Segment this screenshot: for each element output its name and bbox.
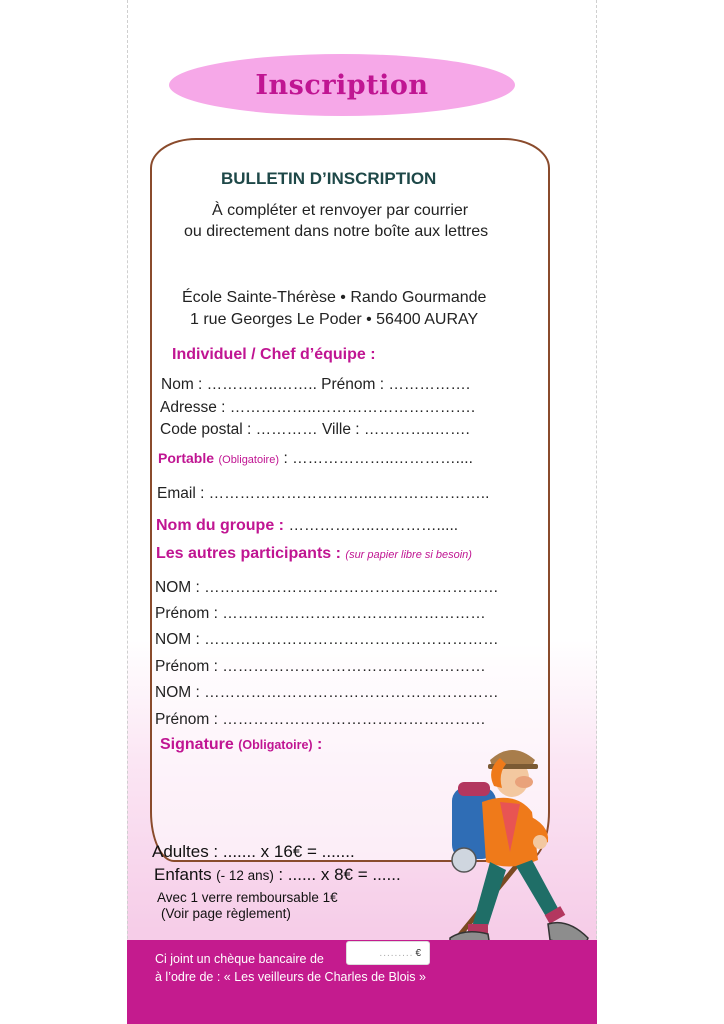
enfants-label: Enfants (154, 865, 212, 884)
participant-nom-2[interactable]: NOM : ………………………………………………… (155, 631, 499, 648)
title-banner (169, 54, 515, 116)
hiker-illustration (420, 742, 600, 968)
nom-groupe-row[interactable] (156, 518, 458, 534)
instructions-line-2: ou directement dans notre boîte aux lettres (184, 223, 489, 240)
email-field[interactable]: Email : …………………………..………………….. (157, 485, 490, 502)
cheque-currency: € (415, 947, 421, 959)
instructions-line-1: À compléter et renvoyer par courrier (212, 202, 469, 219)
enfants-note: (- 12 ans) (216, 868, 274, 883)
enfants-calc: : ...... x 8€ = ...... (278, 865, 401, 884)
participant-prenom-3[interactable]: Prénom : …………………………………………… (155, 711, 486, 728)
nom-prenom-field[interactable]: Nom : …………..…….. Prénom : ……………. (161, 376, 471, 393)
participant-prenom-2[interactable]: Prénom : …………………………………………… (155, 658, 486, 675)
participant-nom-1[interactable]: NOM : ………………………………………………… (155, 579, 499, 596)
portable-row[interactable] (158, 451, 473, 467)
address-line-1: École Sainte-Thérèse • Rando Gourmande (182, 289, 487, 306)
autres-heading: Les autres participants : (156, 545, 341, 562)
individuel-heading: Individuel / Chef d’équipe : (172, 346, 376, 363)
portable-label: Portable (158, 450, 215, 466)
nom-groupe-label: Nom du groupe : (156, 517, 284, 534)
verre-note: Avec 1 verre remboursable 1€ (157, 890, 338, 905)
address-line-2: 1 rue Georges Le Poder • 56400 AURAY (190, 311, 479, 328)
signature-row[interactable] (160, 737, 322, 753)
cheque-line: Ci joint un chèque bancaire de (155, 952, 324, 966)
adresse-field[interactable]: Adresse : ……………..…………………………. (160, 399, 476, 416)
participant-prenom-1[interactable]: Prénom : …………………………………………… (155, 605, 486, 622)
cheque-amount-input[interactable]: ......... € (346, 941, 430, 965)
nom-groupe-dots: ……………..…………..... (288, 517, 459, 534)
participant-nom-3[interactable]: NOM : ………………………………………………… (155, 684, 499, 701)
autres-note: (sur papier libre si besoin) (345, 549, 472, 561)
enfants-price-line[interactable] (154, 866, 401, 884)
reglement-note: (Voir page règlement) (161, 906, 291, 921)
page-title: Inscription (255, 69, 429, 101)
signature-note: (Obligatoire) (238, 738, 313, 752)
cheque-payee-line: à l’odre de : « Les veilleurs de Charles de Blois » (155, 970, 426, 984)
signature-label: Signature (160, 736, 234, 753)
autres-heading-row (156, 546, 472, 562)
portable-dots: : ………………..………….... (283, 450, 473, 467)
bulletin-heading: BULLETIN D’INSCRIPTION (221, 169, 437, 188)
signature-suffix: : (317, 736, 323, 753)
adultes-price-line[interactable]: Adultes : ....... x 16€ = ....... (152, 842, 355, 861)
portable-note: (Obligatoire) (218, 454, 279, 466)
code-postal-ville-field[interactable]: Code postal : ………… Ville : …………..……. (160, 421, 470, 438)
